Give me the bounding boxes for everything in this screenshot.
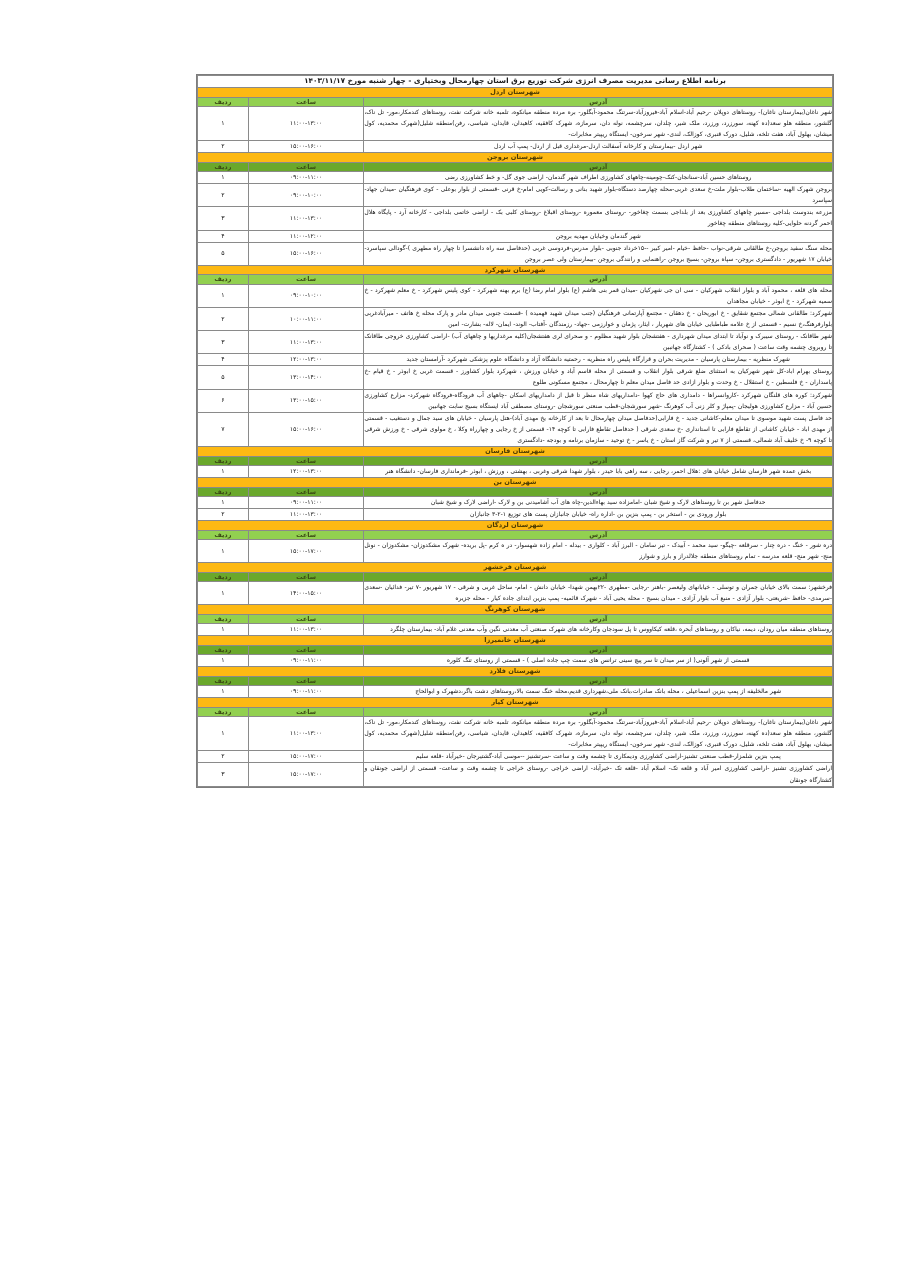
- city-name: شهرستان فارسان: [198, 447, 833, 457]
- column-header-time: ساعت: [248, 707, 364, 716]
- outage-row-number: ۲: [198, 141, 249, 153]
- table-row: [198, 207, 833, 230]
- city-section-header-row: [198, 478, 833, 488]
- outage-row-number: ۱: [198, 540, 249, 563]
- outage-address: شهر اردل -بیمارستان و کارخانه آسفالت اردل-مرغداری قبل از اردل- پمپ آب اردل: [364, 141, 833, 153]
- outage-row-number: ۱: [198, 284, 249, 307]
- outage-time-range: ۰۹:۰۰-۱۱:۰۰: [248, 686, 364, 698]
- column-header-row: [198, 487, 833, 496]
- column-header-address: آدرس: [364, 530, 833, 539]
- column-header-address: آدرس: [364, 487, 833, 496]
- table-row: [198, 509, 833, 521]
- column-header-row-number: ردیف: [198, 162, 249, 171]
- outage-address: شهرکرد: طالقانی شمالی مجتمع شقایق - خ ابوریحان - خ دهقان - مجتمع آپارتمانی فرهنگیان (جنب میدان شهید فهمیده ) -قسمت جنوبی میدان مادر و پارک محله خ هاتف - میرآبادغربی بلوارفرهنگ،خ نسیم - قسمتی از خ علامه طباطبایی خیابان های شهریار ، ایثار، پژمان و خوارزمی -جهاد- رزمندگان -آفتاب- الوند- ایمان- لاله- بشارت- امین: [364, 307, 833, 330]
- column-header-time: ساعت: [248, 97, 364, 106]
- city-name: شهرستان فرخشهر: [198, 563, 833, 573]
- column-header-time: ساعت: [248, 487, 364, 496]
- outage-time-range: ۱۱:۰۰-۱۳:۰۰: [248, 207, 364, 230]
- table-row: [198, 717, 833, 751]
- outage-time-range: ۱۱:۰۰-۱۳:۰۰: [248, 509, 364, 521]
- table-row: [198, 496, 833, 508]
- city-name: شهرستان بن: [198, 478, 833, 488]
- city-name: شهرستان بروجن: [198, 153, 833, 163]
- outage-row-number: ۷: [198, 412, 249, 446]
- column-header-time: ساعت: [248, 275, 364, 284]
- table-row: [198, 389, 833, 412]
- column-header-address: آدرس: [364, 707, 833, 716]
- outage-schedule-table: [197, 75, 833, 787]
- table-row: [198, 106, 833, 140]
- city-section-header-row: [198, 87, 833, 97]
- column-header-row-number: ردیف: [198, 530, 249, 539]
- outage-row-number: ۵: [198, 366, 249, 389]
- city-section-header-row: [198, 563, 833, 573]
- outage-time-range: ۱۲:۰۰-۱۳:۰۰: [248, 465, 364, 477]
- table-row: [198, 172, 833, 184]
- outage-time-range: ۱۲:۰۰-۱۳:۰۰: [248, 354, 364, 366]
- outage-time-range: ۱۵:۰۰-۱۶:۰۰: [248, 242, 364, 265]
- table-row: [198, 412, 833, 446]
- column-header-row: [198, 275, 833, 284]
- outage-address: شهرک منظریه - بیمارستان پارسیان - مدیریت بحران و قرارگاه پلیس راه منظریه - رحمتیه دانشگاه آزاد و دانشگاه علوم پزشکی شهرکرد -آرامستان جدید: [364, 354, 833, 366]
- outage-address: شهر طاقانک - روستای سیبرک و نوآباد تا ابتدای میدان شهرداری - هفتشجان بلوار شهید مظلوم - و صحرای لری هفتشجان(کلیه مرغداریها و چاههای آب) -اراضی کشاورزی خروجی طاقانک تا روبروی چشمه وقت ساعت ( صحرای بادکی ) - کشتارگاه جهانبین: [364, 331, 833, 354]
- city-name: شهرستان اردل: [198, 87, 833, 97]
- title-row: [198, 76, 833, 88]
- outage-address: دره شور - خنگ - دره چنار - سرقلعه -چیگو- سید محمد - آبیدک - تیر سامان - البرز آباد - کلواری - بیدله - امام زاده شهسوار- در ه کرم -پل بریده- شهرک مشکدوزان- مشکدوزان - نونل منج- شهر منج- قلعه مدرسه - تمام روستاهای منطقه جلالدراز و بارز و شوارز: [364, 540, 833, 563]
- outage-address: شهر ناغان(بیمارستان ناغان)- روستاهای دوپلان -رحیم آباد-اسلام آباد-فیروزآباد-سرتنگ محمود-آبگلور- بره مرده منطقه میانکوه، تلمبه خانه شرکت نفت، روستاهای کندمکار،مور- تل ناک، گلشور، منطقه هلو سعد(ده کهنه، سورزرد، ورزرد، ملک شیر، چلدان، سرچشمه، نوله دان، سرمازه، شهرک کافقیه، کاهیدان، قایدان، شیاسی، رفن)منطقه شلیل(شهرک محمدیه، کول میشان، بهلول آباد، هفت تلخه، شلیل، دورک قنبری، کوزالک، لندی- شهر سرخون- ایستگاه ریپیتر مخابرات-: [364, 106, 833, 140]
- city-name: شهرستان خانمیرزا: [198, 636, 833, 646]
- outage-address: روستای بهرام اباد-کل شهر شهرکیان به استثنای ضلع شرقی بلوار انقلاب و قسمتی از محله قاسم آباد و خیابان ورزش ، شهرکرد بلوار کشاورز - قسمت غربی خ ابوذر - خ قیام -خ پاسداران - خ فلسطین - خ استقلال - خ وحدت و بلوار ازادی حد فاصل میدان معلم تا چهارمحال ، مجتمع مسکونی طلوع: [364, 366, 833, 389]
- outage-time-range: ۱۳:۰۰-۱۵:۰۰: [248, 389, 364, 412]
- table-row: [198, 540, 833, 563]
- outage-time-range: ۱۵:۰۰-۱۷:۰۰: [248, 540, 364, 563]
- outage-row-number: ۶: [198, 389, 249, 412]
- table-row: [198, 751, 833, 763]
- outage-address: روستاهای منطقه میان رودان، دیمه، نیاکان و روستاهای آبحره ،قلعه کیکاووس تا پل سودجان وکارخانه های شهرک صنعتی آب معدنی نگین وآب معدنی غلام آباد- بیمارستان چلگرد: [364, 624, 833, 636]
- outage-address: شهر ناغان(بیمارستان ناغان)- روستاهای دوپلان -رحیم آباد-اسلام آباد-فیروزآباد-سرتنگ محمود-آبگلور- بره مرده منطقه میانکوه، تلمبه خانه شرکت نفت، روستاهای کندمکار،مور- تل ناک، گلشور، منطقه هلو سعد(ده کهنه، سورزرد، ورزرد، ملک شیر، چلدان، سرچشمه، نوله دان، سرمازه، شهرک کافقیه، کاهیدان، قایدان، شیاسی، رفن)منطقه شلیل(شهرک محمدیه، کول میشان، بهلول آباد، هفت تلخه، شلیل، دورک قنبری، کوزالک، لندی- شهر سرخون- ایستگاه ریپیتر مخابرات-: [364, 717, 833, 751]
- column-header-address: آدرس: [364, 456, 833, 465]
- column-header-row: [198, 456, 833, 465]
- outage-row-number: ۱: [198, 582, 249, 605]
- outage-row-number: ۱: [198, 717, 249, 751]
- table-row: [198, 686, 833, 698]
- column-header-time: ساعت: [248, 530, 364, 539]
- outage-time-range: ۱۱:۰۰-۱۳:۰۰: [248, 331, 364, 354]
- column-header-address: آدرس: [364, 275, 833, 284]
- column-header-row: [198, 572, 833, 581]
- outage-time-range: ۰۹:۰۰-۱۱:۰۰: [248, 655, 364, 667]
- outage-address: بلوار ورودی بن - استخر بن - پمپ بنزین بن -اداره راه- خیابان جانبازان پست های توزیع ۱-۲-۳ جانبازان: [364, 509, 833, 521]
- column-header-row-number: ردیف: [198, 707, 249, 716]
- table-row: [198, 465, 833, 477]
- outage-row-number: ۱: [198, 465, 249, 477]
- outage-time-range: ۱۰:۰۰-۱۱:۰۰: [248, 307, 364, 330]
- outage-time-range: ۱۳:۰۰-۱۴:۰۰: [248, 366, 364, 389]
- table-row: [198, 624, 833, 636]
- page-title: برنامه اطلاع رسانی مدیریت مصرف انرژی شرکت توزیع برق استان چهارمحال وبختیاری - چهار شنبه مورخ ۱۴۰۳/۱۱/۱۷: [198, 76, 833, 88]
- outage-time-range: ۱۴:۰۰-۱۵:۰۰: [248, 582, 364, 605]
- outage-row-number: ۳: [198, 331, 249, 354]
- outage-time-range: ۱۵:۰۰-۱۶:۰۰: [248, 412, 364, 446]
- city-name: شهرستان فلارد: [198, 667, 833, 677]
- city-section-header-row: [198, 605, 833, 615]
- outage-time-range: ۱۱:۰۰-۱۳:۰۰: [248, 106, 364, 140]
- outage-time-range: ۱۵:۰۰-۱۷:۰۰: [248, 751, 364, 763]
- outage-row-number: ۳: [198, 207, 249, 230]
- outage-address: بروجن شهرک الهیه -ساختمان طلاب-بلوار ملت-خ سعدی غربی-محله چهارصد دستگاه-بلوار شهید بنانی و رسالت-کویی امام-خ قرنی -قسمتی از بلوار بوعلی - کوی فرهنگیان -میدان جهاد- سپاسرد: [364, 184, 833, 207]
- outage-time-range: ۰۹:۰۰-۱۰:۰۰: [248, 284, 364, 307]
- table-row: [198, 141, 833, 153]
- outage-row-number: ۱: [198, 624, 249, 636]
- outage-address: فرخشهر: سمت بالای خیابان جمران و توسلی - خیابانهای ولیعصر -باهنر -رجایی -مطهری -۲۲بهمن شهدا- خیابان دانش - امام- ساحل غربی و شرقی - ۱۷ شهریور -۷ تیر- فدائیان -سعدی -سرمدی- حافظ -شریعتی- بلوار آزادی - منبع آب بلوار آزادی - میدان بسیج - محله یحیی آباد - شهرک قائمیه- پمپ بنزین ابتدای جاده کیار - محله جزیره: [364, 582, 833, 605]
- outage-address: اراضی کشاورزی تشنیز -اراضی کشاورزی امیر آباد و قلعه تک- اسلام آباد -قلعه تک -خیرآباد- اراضی خراجی -روستای خراجی تا چشمه وقت و ساعت- قسمتی از اراضی جونقان و کشتارگاه جونقان: [364, 763, 833, 786]
- column-header-time: ساعت: [248, 614, 364, 623]
- city-section-header-row: [198, 636, 833, 646]
- outage-row-number: ۲: [198, 307, 249, 330]
- column-header-row: [198, 676, 833, 685]
- outage-time-range: ۰۹:۰۰-۱۱:۰۰: [248, 496, 364, 508]
- outage-row-number: ۵: [198, 242, 249, 265]
- column-header-row-number: ردیف: [198, 487, 249, 496]
- outage-row-number: ۲: [198, 751, 249, 763]
- table-row: [198, 354, 833, 366]
- outage-row-number: ۲: [198, 184, 249, 207]
- outage-address: حدفاصل شهر بن تا روستاهای لارک و شیخ شبان -امامزاده سید بهاءالدین-چاه های آب آشامیدنی بن و لارک -اراضی لارک و شیخ شبان: [364, 496, 833, 508]
- column-header-time: ساعت: [248, 676, 364, 685]
- outage-time-range: ۱۱:۰۰-۱۳:۰۰: [248, 717, 364, 751]
- column-header-row: [198, 97, 833, 106]
- outage-address: پمپ بنزین شلمزار-قطب صنعتی تشنیز-اراضی کشاورزی ودیمکاری تا چشمه وقت و ساعت -سرتشنیز --موسی آباد-گشتیرجان -خیرآباد -قلعه سلیم: [364, 751, 833, 763]
- column-header-time: ساعت: [248, 645, 364, 654]
- column-header-address: آدرس: [364, 572, 833, 581]
- outage-row-number: ۱: [198, 686, 249, 698]
- outage-row-number: ۱: [198, 172, 249, 184]
- city-name: شهرستان کوهرنگ: [198, 605, 833, 615]
- outage-time-range: ۱۱:۰۰-۱۲:۰۰: [248, 230, 364, 242]
- table-row: [198, 242, 833, 265]
- outage-address: محله سنگ سفید بروجن-خ طالقانی شرقی-نواب -حافظ -خیام -امیر کبیر --۱۵خرداد جنوبی -بلوار مدرس-فردوسی غربی (حدفاصل سه راه دانشسرا تا چهار راه مطهری )-گودالی سپاسرد- خیابان ۱۷ شهریور - دادگستری بروجن- سپاه بروجن- بسیج بروجن -راهنمایی و رانندگی بروجن -بیمارستان ولی عصر بروجن: [364, 242, 833, 265]
- outage-row-number: ۱: [198, 106, 249, 140]
- outage-row-number: ۴: [198, 230, 249, 242]
- outage-time-range: ۰۹:۰۰-۱۱:۰۰: [248, 172, 364, 184]
- column-header-row-number: ردیف: [198, 97, 249, 106]
- column-header-row: [198, 707, 833, 716]
- column-header-address: آدرس: [364, 97, 833, 106]
- column-header-row-number: ردیف: [198, 275, 249, 284]
- outage-address: شهر مالخلیفه از پمپ بنزین اسماعیلی ، محله بانک صادرات،بانک ملی،شهرداری قدیم،محله خنگ سمت بالا،روستاهای دشت باگر،دشهرک و ابوالحاج: [364, 686, 833, 698]
- table-row: [198, 230, 833, 242]
- city-section-header-row: [198, 521, 833, 531]
- column-header-time: ساعت: [248, 162, 364, 171]
- column-header-address: آدرس: [364, 162, 833, 171]
- outage-time-range: ۱۵:۰۰-۱۶:۰۰: [248, 141, 364, 153]
- column-header-row-number: ردیف: [198, 572, 249, 581]
- outage-address: شهرکرد: کوره های قلنگان شهرکرد -کاروانسراها - دامداری های حاج کهوا -دامداریهای شاه منظر تا قبل از دامداریهای اسکان -چاههای آب فرودگاه-فرودگاه شهرکرد- مزارع کشاورزی حسین آباد - مزارع کشاورزی هولیجان -پمپاژ و کلر زنی آب کوهرنگ -شهر سورشجان-قطب صنعتی سورشجان -روستای مصطفی آباد ایستگاه بسیج سابت جهانبین: [364, 389, 833, 412]
- column-header-row: [198, 614, 833, 623]
- column-header-address: آدرس: [364, 676, 833, 685]
- table-row: [198, 184, 833, 207]
- column-header-time: ساعت: [248, 456, 364, 465]
- outage-address: بخش عمده شهر فارسان شامل خیابان های :هلال احمر، رجایی ، سه راهی بابا حیدر ، بلوار شهدا شرقی وغربی ، بهشتی ، ورزش ، ابوذر -فرمانداری فارسان- دانشگاه هنر: [364, 465, 833, 477]
- city-section-header-row: [198, 667, 833, 677]
- column-header-row: [198, 162, 833, 171]
- city-name: شهرستان شهرکرد: [198, 265, 833, 275]
- city-section-header-row: [198, 265, 833, 275]
- outage-address: محله های قلعه ، محمود آباد و بلوار انقلاب شهرکیان - سی ان جی شهرکیان -میدان قمر بنی هاشم (ع) بلوار امام رضا (ع) برم بهنه شهرکرد - کوی پلیس شهرکرد - خ معلم شهرکرد - خ سمیه شهرکرد - خ ابوذر - خیابان مجاهدان: [364, 284, 833, 307]
- outage-row-number: ۳: [198, 763, 249, 786]
- table-row: [198, 366, 833, 389]
- column-header-row-number: ردیف: [198, 614, 249, 623]
- table-row: [198, 331, 833, 354]
- column-header-row-number: ردیف: [198, 456, 249, 465]
- city-name: شهرستان لردگان: [198, 521, 833, 531]
- outage-address: قسمتی از شهر آلونی( از سر میدان تا سر پیچ سینی ترانس های سمت چپ جاده اصلی ) - قسمتی از روستای تنگ کلوره: [364, 655, 833, 667]
- column-header-row: [198, 645, 833, 654]
- column-header-time: ساعت: [248, 572, 364, 581]
- column-header-address: آدرس: [364, 645, 833, 654]
- outage-address: شهر گندمان وخیابان مهدیه بروجن: [364, 230, 833, 242]
- outage-row-number: ۲: [198, 509, 249, 521]
- outage-address: مزرعه بندوست بلداجی -مسیر چاههای کشاورزی بعد از بلداجی بسمت چغاخور- -روستای معموره -روستای اقبلاغ -روستای کلبی بک - اراضی خاتمی بلداجی - کارخانه آرد - پایگاه هلال احمر گردنه حلوایی-کلیه روستاهای منطقه چغاخور: [364, 207, 833, 230]
- column-header-row: [198, 530, 833, 539]
- column-header-row-number: ردیف: [198, 676, 249, 685]
- table-row: [198, 284, 833, 307]
- outage-row-number: ۱: [198, 655, 249, 667]
- column-header-row-number: ردیف: [198, 645, 249, 654]
- outage-row-number: ۱: [198, 496, 249, 508]
- outage-time-range: ۱۱:۰۰-۱۳:۰۰: [248, 624, 364, 636]
- outage-address: روستاهای حسین آباد-سنانجان-کنک-چومینه-چاههای کشاورزی اطراف شهر گندمان- اراضی جوی گل- و خط کشاورزی رضی: [364, 172, 833, 184]
- column-header-address: آدرس: [364, 614, 833, 623]
- city-name: شهرستان کیار: [198, 698, 833, 708]
- outage-address: حد فاصل پست شهید موسوی تا میدان معلم-کاشانی جدید - خ فارابی(حدفاصل میدان چهارمحال تا بعد از کارخانه یخ مهدی آباد)-هتل پارسیان - خیابان های سید جمال و دستغیب - قسمتی از مهدی اباد - خیابان کاشانی از تقاطع فارابی تا استانداری -خ سعدی شرقی ( حدفاصل تقاطع فارابی تا کوچه ۱۴- قسمتی از خ رجایی و چهارراه وکلا ، خ مولوی شرقی - خ ورزش شرقی تا کوچه ۹- خ خلیف آباد شمالی، قسمتی از ۷ تیر و شرکت گاز استان - خ یاسر - خ توحید - سازمان برنامه و بودجه -دادگستری: [364, 412, 833, 446]
- table-row: [198, 307, 833, 330]
- outage-time-range: ۱۵:۰۰-۱۷:۰۰: [248, 763, 364, 786]
- city-section-header-row: [198, 447, 833, 457]
- table-row: [198, 582, 833, 605]
- table-row: [198, 655, 833, 667]
- city-section-header-row: [198, 698, 833, 708]
- outage-time-range: ۰۹:۰۰-۱۰:۰۰: [248, 184, 364, 207]
- outage-row-number: ۴: [198, 354, 249, 366]
- city-section-header-row: [198, 153, 833, 163]
- outage-schedule-sheet: [196, 74, 834, 788]
- table-row: [198, 763, 833, 786]
